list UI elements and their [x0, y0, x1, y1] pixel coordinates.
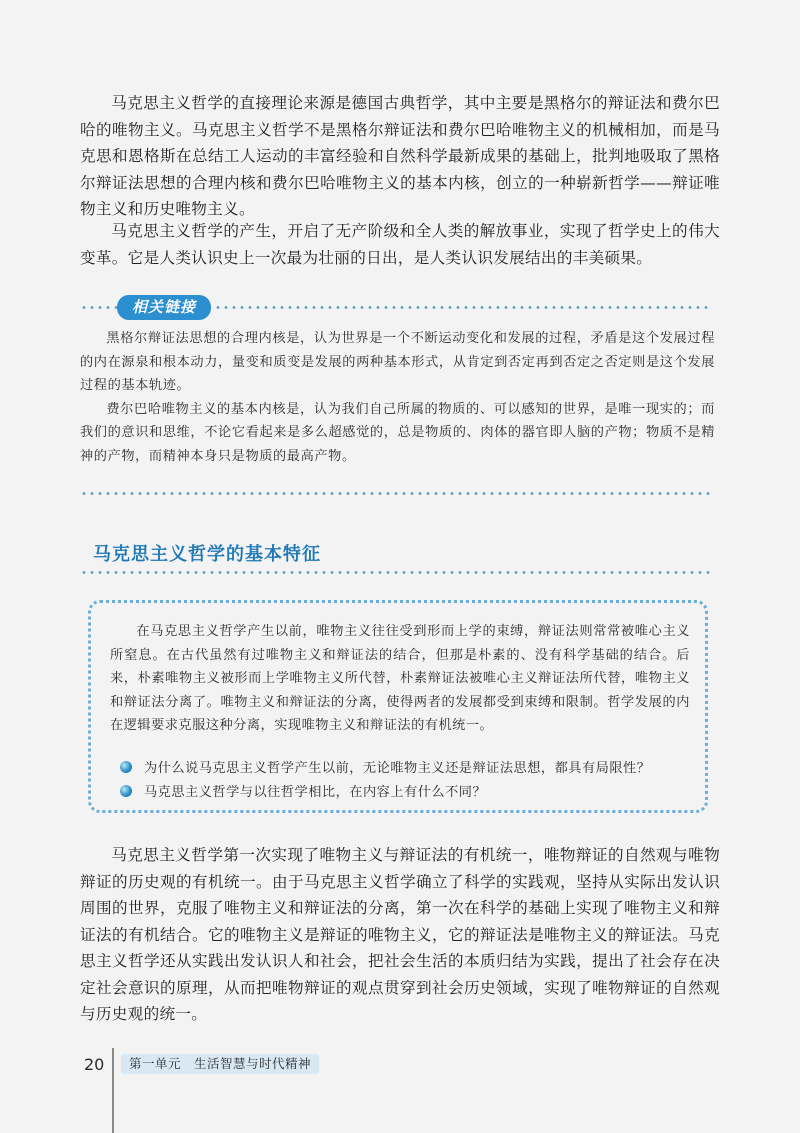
footer-divider — [112, 1048, 114, 1133]
related-links-badge: 相关链接 — [117, 295, 211, 320]
dotted-divider — [80, 492, 710, 495]
inquiry-question — [120, 781, 486, 800]
inquiry-question — [120, 757, 650, 776]
related-links-body — [80, 327, 715, 468]
bullet-icon — [120, 761, 132, 773]
paragraph-significance: 马克思主义哲学的产生，开启了无产阶级和全人类的解放事业，实现了哲学史上的伟大变革。它是人类认识史上一次最为壮丽的日出，是人类认识发展结出的丰美硕果。 — [80, 222, 720, 267]
inquiry-question-text: 马克思主义哲学与以往哲学相比，在内容上有什么不同？ — [144, 785, 487, 800]
paragraph-characteristics: 马克思主义哲学第一次实现了唯物主义与辩证法的有机统一，唯物辩证的自然观与唯物辩证的历史观的有机统一。由于马克思主义哲学确立了科学的实践观，坚持从实际出发认识周围的世界，克服了唯物主义和辩证法的分离，第一次在科学的基础上实现了唯物主义和辩证法的有机结合。它的唯物主义是辩证的唯物主义，它的辩证法是唯物主义的辩证法。马克思主义哲学还从实践出发认识人和社会，把社会生活的本质归结为实践，提出了社会存在决定社会意识的原理，从而把唯物辩证的观点贯穿到社会历史领域，实现了唯物辩证的自然观与历史观的统一。 — [80, 846, 720, 1023]
section-title: 马克思主义哲学的基本特征 — [93, 544, 321, 565]
dotted-divider — [80, 306, 120, 309]
dotted-divider — [80, 571, 710, 574]
related-links-hegel: 黑格尔辩证法思想的合理内核是，认为世界是一个不断运动变化和发展的过程，矛盾是这个发展过程的内在源泉和根本动力，量变和质变是发展的两种基本形式，从肯定到否定再到否定之否定则是这个发展过程的基本轨迹。 — [80, 331, 715, 393]
unit-label: 第一单元 生活智慧与时代精神 — [121, 1054, 319, 1074]
paragraph-origin: 马克思主义哲学的直接理论来源是德国古典哲学，其中主要是黑格尔的辩证法和费尔巴哈的唯物主义。马克思主义哲学不是黑格尔辩证法和费尔巴哈唯物主义的机械相加，而是马克思和恩格斯在总结工人运动的丰富经验和自然科学最新成果的基础上，批判地吸取了黑格尔辩证法思想的合理内核和费尔巴哈唯物主义的基本内核，创立的一种崭新哲学——辩证唯物主义和历史唯物主义。 — [80, 94, 720, 218]
inquiry-question-text: 为什么说马克思主义哲学产生以前，无论唯物主义还是辩证法思想，都具有局限性？ — [144, 761, 651, 776]
bullet-icon — [120, 785, 132, 797]
related-links-feuerbach: 费尔巴哈唯物主义的基本内核是，认为我们自己所属的物质的、可以感知的世界，是唯一现实的；而我们的意识和思维，不论它看起来是多么超感觉的，总是物质的、肉体的器官即人脑的产物；物质不是精神的产物，而精神本身只是物质的最高产物。 — [80, 401, 715, 464]
inquiry-text: 在马克思主义哲学产生以前，唯物主义往往受到形而上学的束缚，辩证法则常常被唯心主义所窒息。在古代虽然有过唯物主义和辩证法的结合，但那是朴素的、没有科学基础的结合。后来，朴素唯物主义被形而上学唯物主义所代替，朴素辩证法被唯心主义辩证法所代替，唯物主义和辩证法分离了。唯物主义和辩证法的分离，使得两者的发展都受到束缚和限制。哲学发展的内在逻辑要求克服这种分离，实现唯物主义和辩证法的有机统一。 — [110, 624, 690, 733]
page-number: 20 — [84, 1055, 105, 1074]
dotted-divider — [214, 306, 710, 309]
